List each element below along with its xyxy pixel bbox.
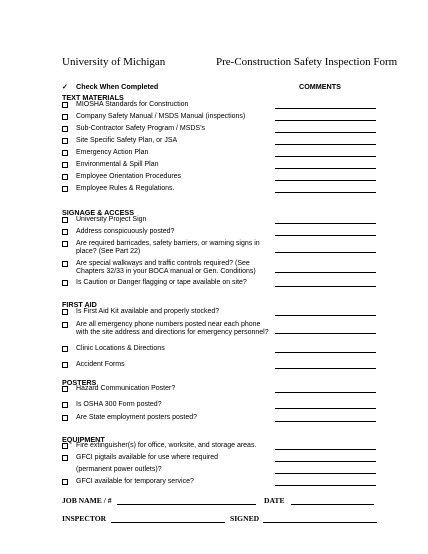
checkbox[interactable] (62, 174, 68, 180)
checkbox[interactable] (62, 126, 68, 132)
comment-line[interactable] (275, 333, 376, 334)
item-label: MIOSHA Standards for Construction (76, 101, 189, 108)
comment-line[interactable] (275, 286, 376, 287)
item-label: (permanent power outlets)? (76, 466, 162, 473)
item-label: Is OSHA 300 Form posted? (76, 401, 162, 408)
section-title: POSTERS (62, 378, 97, 387)
item-label: Clinic Locations & Directions (76, 345, 165, 352)
item-label: Hazard Communication Poster? (76, 385, 176, 392)
checkbox[interactable] (62, 386, 68, 392)
comment-line[interactable] (275, 368, 376, 369)
comment-line[interactable] (275, 180, 376, 181)
item-label: Emergency Action Plan (76, 149, 149, 156)
signature-field[interactable] (263, 522, 377, 523)
comment-line[interactable] (275, 192, 376, 193)
checkbox[interactable] (62, 415, 68, 421)
section-title: FIRST AID (62, 300, 97, 309)
checkbox[interactable] (62, 138, 68, 144)
item-label: GFCI available for temporary service? (76, 478, 194, 485)
item-label: Is First Aid Kit available and properly stocked? (76, 308, 220, 315)
item-label: Site Specific Safety Plan, or JSA (76, 137, 178, 144)
item-label: Is Caution or Danger flagging or tape available on site? (76, 279, 247, 286)
checkbox[interactable] (62, 150, 68, 156)
comment-line[interactable] (275, 120, 376, 121)
section-title: EQUIPMENT (62, 435, 105, 444)
comment-line[interactable] (275, 168, 376, 169)
form-title: Pre-Construction Safety Inspection Form (216, 56, 398, 68)
checkbox[interactable] (62, 229, 68, 235)
job-name-field[interactable] (117, 504, 256, 505)
comment-line[interactable] (275, 132, 376, 133)
signed-label: SIGNED (230, 514, 260, 523)
checkmark-icon: ✓ (62, 82, 69, 91)
comments-column-header: COMMENTS (299, 82, 341, 91)
comment-line[interactable] (275, 461, 376, 462)
comment-line[interactable] (275, 223, 376, 224)
checkbox[interactable] (62, 217, 68, 223)
checkbox[interactable] (62, 186, 68, 192)
comment-line[interactable] (275, 421, 376, 422)
comment-line[interactable] (275, 352, 376, 353)
item-label: Fire extinguisher(s) for office, worksite, and storage areas. (76, 442, 257, 449)
section-title: TEXT MATERIALS (62, 93, 124, 102)
comment-line[interactable] (275, 272, 376, 273)
item-label: Employee Rules & Regulations. (76, 185, 175, 192)
item-label: Company Safety Manual / MSDS Manual (inspections) (76, 113, 246, 120)
item-label: Address conspicuously posted? (76, 228, 175, 235)
comment-line[interactable] (275, 408, 376, 409)
item-label: Are special walkways and traffic controls required? (See Chapters 32/33 in your BOCA manual or Gen. Conditions) (76, 260, 256, 276)
checkbox[interactable] (62, 362, 68, 368)
item-label: Are State employment posters posted? (76, 414, 198, 421)
inspector-label: INSPECTOR (62, 514, 107, 523)
comment-line[interactable] (275, 392, 376, 393)
section-title: SIGNAGE & ACCESS (62, 208, 135, 217)
checkbox[interactable] (62, 102, 68, 108)
item-label: Employee Orientation Procedures (76, 173, 182, 180)
checkbox[interactable] (62, 309, 68, 315)
comment-line[interactable] (275, 156, 376, 157)
date-label: DATE (264, 496, 285, 505)
checkbox[interactable] (62, 241, 68, 247)
checkbox[interactable] (62, 479, 68, 485)
inspector-field[interactable] (111, 522, 225, 523)
university-name: University of Michigan (62, 56, 166, 68)
item-label: Environmental & Spill Plan (76, 161, 159, 168)
checkbox[interactable] (62, 162, 68, 168)
item-label: Sub-Contractor Safety Program / MSDS’s (76, 125, 206, 132)
checkbox[interactable] (62, 443, 68, 449)
item-label: GFCI pigtails available for use where required (76, 454, 219, 461)
checkbox[interactable] (62, 280, 68, 286)
check-column-label: Check When Completed (76, 82, 159, 91)
comment-line[interactable] (275, 449, 376, 450)
checkbox[interactable] (62, 322, 68, 328)
item-label: University Project Sign (76, 216, 147, 223)
checkbox[interactable] (62, 114, 68, 120)
item-label: Accident Forms (76, 361, 125, 368)
comment-line[interactable] (275, 485, 376, 486)
check-column-header (62, 82, 158, 91)
comment-line[interactable] (275, 315, 376, 316)
checkbox[interactable] (62, 346, 68, 352)
job-name-label: JOB NAME / # (62, 496, 112, 505)
comment-line[interactable] (275, 144, 376, 145)
item-label: Are required barricades, safety barriers, or warning signs in place? (See Part 22) (76, 240, 260, 256)
checkbox[interactable] (62, 402, 68, 408)
comment-line[interactable] (275, 252, 376, 253)
comment-line[interactable] (275, 473, 376, 474)
item-label: Are all emergency phone numbers posted near each phone with the site address and directions for emergency personnel? (76, 321, 269, 337)
checkbox[interactable] (62, 261, 68, 267)
date-field[interactable] (291, 504, 374, 505)
checkbox[interactable] (62, 455, 68, 461)
comment-line[interactable] (275, 235, 376, 236)
comment-line[interactable] (275, 108, 376, 109)
